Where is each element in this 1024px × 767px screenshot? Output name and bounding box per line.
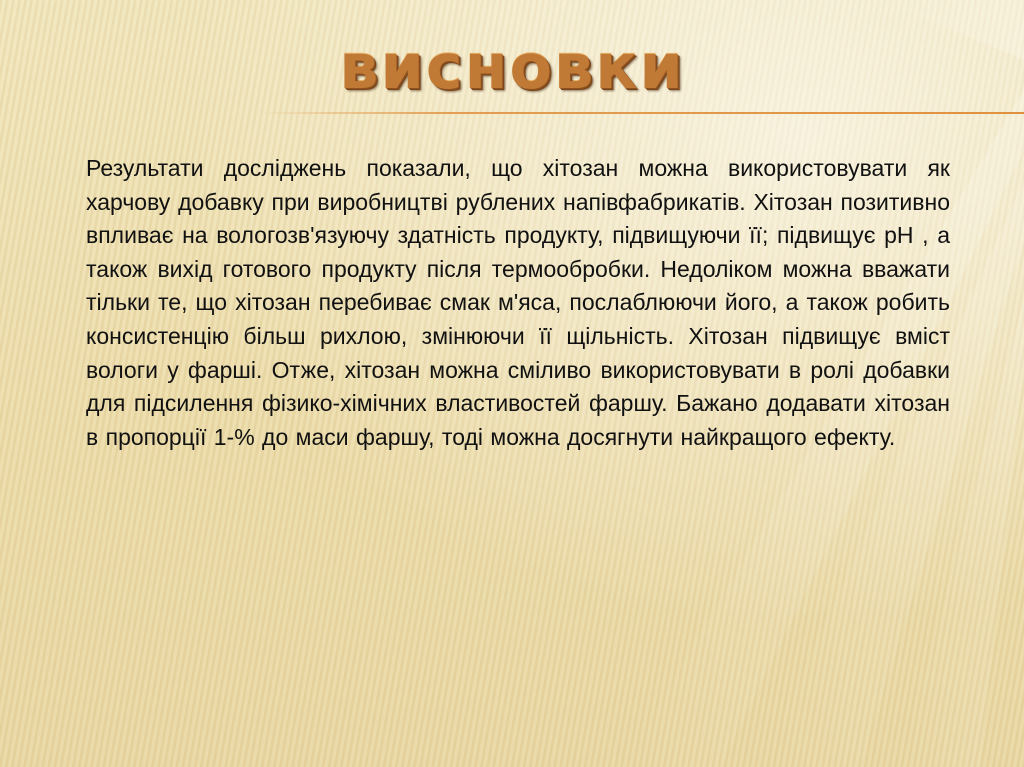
slide-title: висновки [339, 30, 685, 103]
conclusions-paragraph: Результати досліджень показали, що хітозан можна використовувати як харчову добавку при виробництві рублених напівфабрикатів. Хітозан позитивно впливає на вологозв'язуючу здатність продукту, підвищуючи її; підвищує рН , а також вихід готового продукту після термообробки. Недоліком можна вважати тільки те, що хітозан перебиває смак м'яса, послаблюючи його, а також робить консистенцію більш рихлою, змінюючи її щільність. Хітозан підвищує вміст вологи у фарші. Отже, хітозан можна сміливо використовувати в ролі добавки для підсилення фізико-хімічних властивостей фаршу. Бажано додавати хітозан в пропорції 1-% до маси фаршу, тоді можна досягнути найкращого ефекту. [86, 155, 950, 450]
title-underline [260, 112, 1024, 114]
